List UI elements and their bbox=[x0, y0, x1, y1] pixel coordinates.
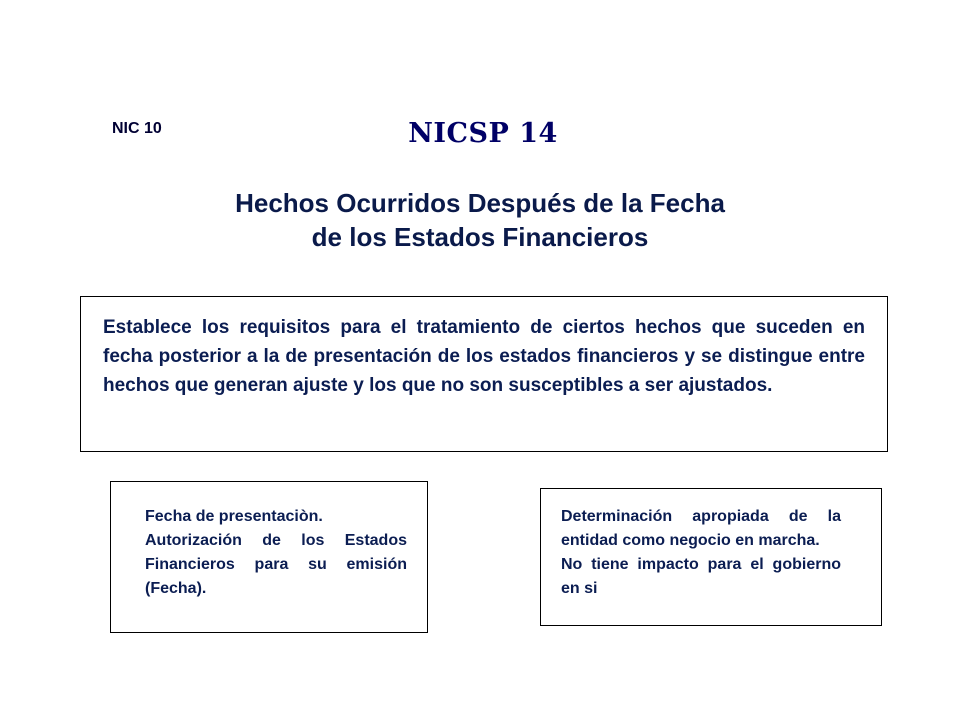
page-title-line-1: Hechos Ocurridos Después de la Fecha bbox=[235, 188, 725, 218]
presentation-date-line: Fecha de presentaciòn. bbox=[145, 508, 323, 525]
page-title bbox=[0, 186, 960, 254]
page-title-line-2: de los Estados Financieros bbox=[311, 222, 649, 252]
standard-title-text: NICSP 14 bbox=[408, 118, 558, 149]
going-concern-box bbox=[540, 488, 882, 626]
government-impact-line: No tiene impacto para el gobierno en si bbox=[561, 556, 841, 597]
presentation-date-box bbox=[110, 481, 428, 633]
standard-title bbox=[0, 118, 960, 149]
standard-reference: NIC 10 bbox=[112, 120, 162, 137]
going-concern-line: Determinación apropiada de la entidad como negocio en marcha. bbox=[561, 508, 841, 549]
description-box bbox=[80, 296, 888, 452]
going-concern-text bbox=[561, 505, 841, 601]
description-text: Establece los requisitos para el tratamiento de ciertos hechos que suceden en fecha posterior a la de presentación de los estados financieros y se distingue entre hechos que generan ajuste y los que no son susceptibles a ser ajustados. bbox=[103, 317, 865, 396]
authorization-line: Autorización de los Estados Financieros para su emisión (Fecha). bbox=[145, 532, 407, 597]
presentation-date-text bbox=[145, 505, 407, 601]
